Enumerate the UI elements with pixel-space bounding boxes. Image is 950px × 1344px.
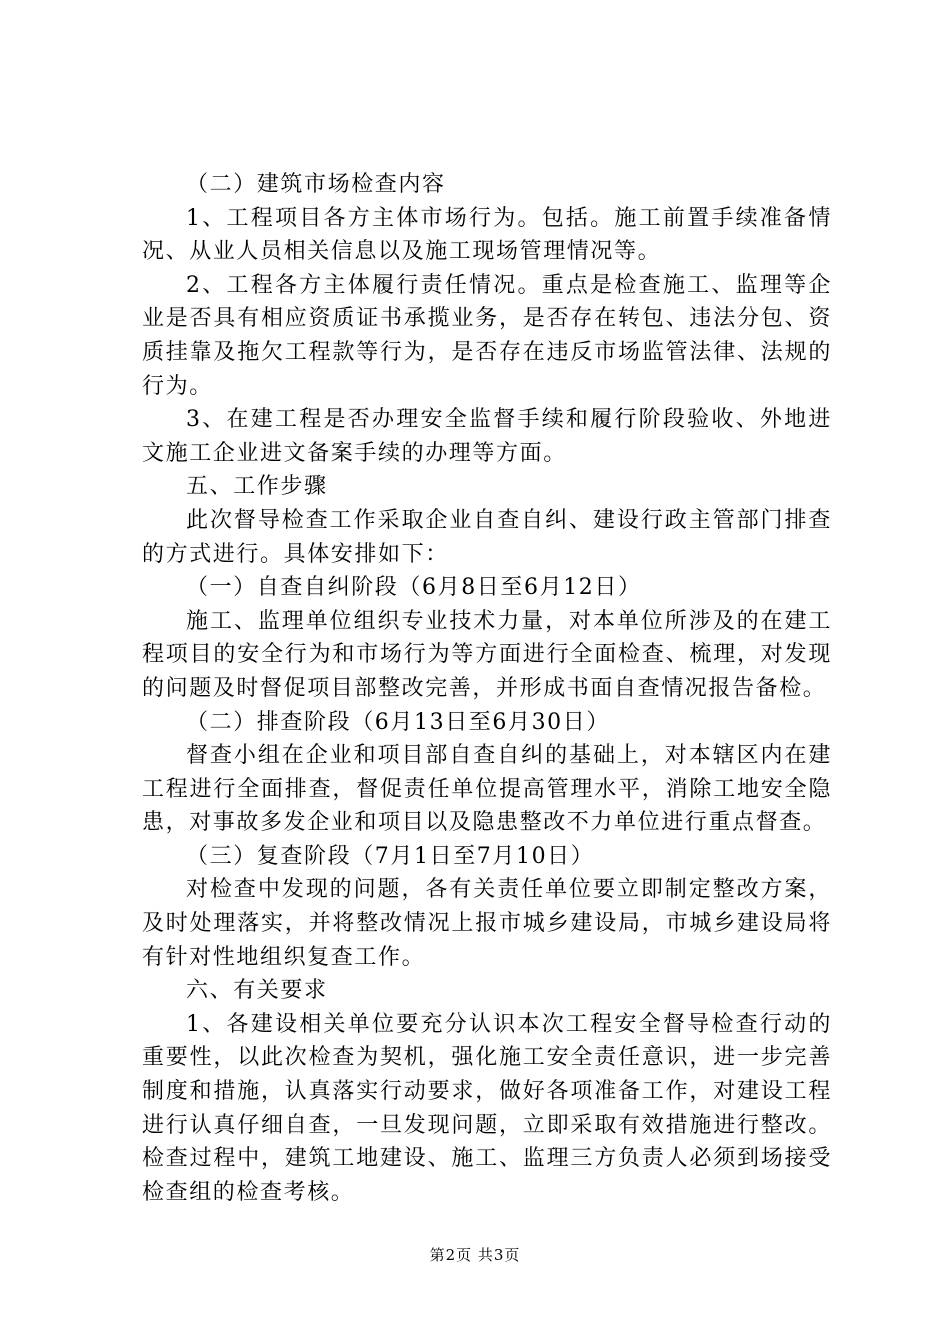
paragraph-review: 对检查中发现的问题，各有关责任单位要立即制定整改方案，及时处理落实，并将整改情况上报市城乡建设局，市城乡建设局将有针对性地组织复查工作。: [142, 877, 832, 970]
section-heading-market-inspection: （二）建筑市场检查内容: [186, 172, 446, 197]
subheading-investigation: （二）排查阶段（6月13日至6月30日）: [186, 709, 610, 735]
paragraph-market-behavior: 1、工程项目各方主体市场行为。包括。施工前置手续准备情况、从业人员相关信息以及施工现场管理情况等。: [142, 205, 832, 265]
paragraph-responsibility: 2、工程各方主体履行责任情况。重点是检查施工、监理等企业是否具有相应资质证书承揽业务，是否存在转包、违法分包、资质挂靠及拖欠工程款等行为，是否存在违反市场监管法律、法规的行为。: [142, 272, 832, 399]
section-heading-requirements: 六、有关要求: [186, 978, 328, 1004]
document-body: [142, 168, 832, 1209]
subheading-self-inspection: （一）自查自纠阶段（6月8日至6月12日）: [186, 575, 642, 601]
paragraph-investigation: 督查小组在企业和项目部自查自纠的基础上，对本辖区内在建工程进行全面排查，督促责任单位提高管理水平，消除工地安全隐患，对事故多发企业和项目以及隐患整改不力单位进行重点督查。: [142, 743, 832, 836]
paragraph-requirement-1: 1、各建设相关单位要充分认识本次工程安全督导检查行动的重要性，以此次检查为契机，强化施工安全责任意识，进一步完善制度和措施，认真落实行动要求，做好各项准备工作，对建设工程进行认真仔细自查，一旦发现问题，立即采取有效措施进行整改。检查过程中，建筑工地建设、施工、监理三方负责人必须到场接受检查组的检查考核。: [142, 1011, 832, 1205]
paragraph-safety-supervision: 3、在建工程是否办理安全监督手续和履行阶段验收、外地进文施工企业进文备案手续的办理等方面。: [142, 407, 832, 466]
paragraph-self-inspection: 施工、监理单位组织专业技术力量，对本单位所涉及的在建工程项目的安全行为和市场行为等方面进行全面检查、梳理，对发现的问题及时督促项目部整改完善，并形成书面自查情况报告备检。: [142, 608, 832, 701]
section-heading-work-steps: 五、工作步骤: [186, 474, 328, 500]
subheading-review: （三）复查阶段（7月1日至7月10日）: [186, 843, 595, 869]
paragraph-inspection-method: 此次督导检查工作采取企业自查自纠、建设行政主管部门排查的方式进行。具体安排如下：: [142, 507, 832, 567]
page-footer: 第2页 共3页: [429, 1246, 521, 1264]
